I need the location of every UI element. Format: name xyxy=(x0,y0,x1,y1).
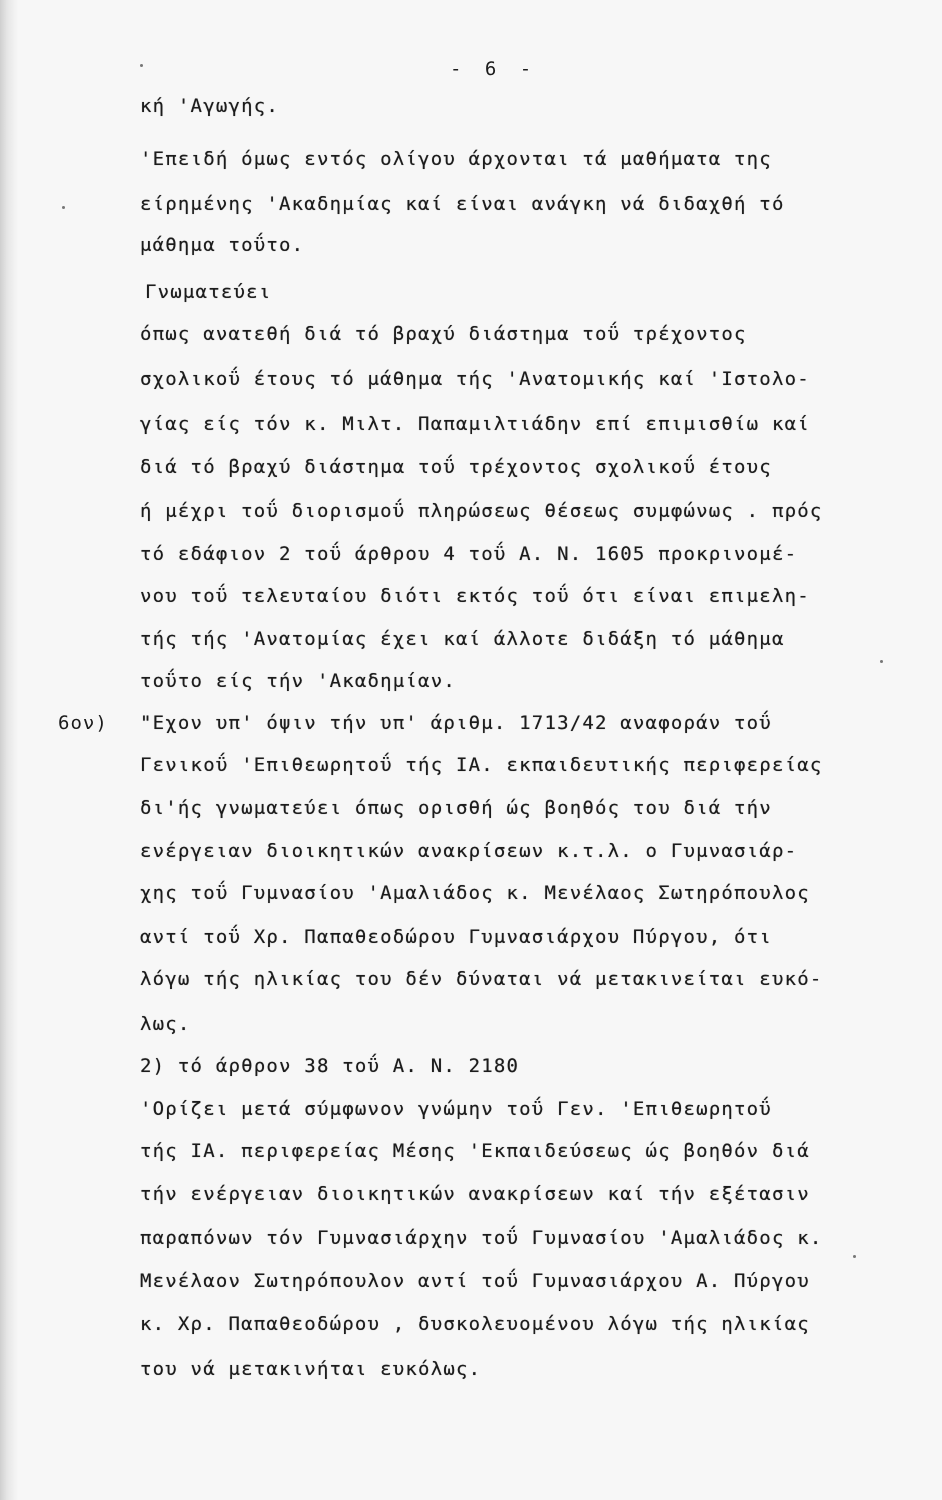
text-line: νου τοΰ τελευταίου διότι εκτός τοΰ ότι είναι επιμελη- xyxy=(140,585,810,607)
text-line: γίας είς τόν κ. Μιλτ. Παπαμιλτιάδην επί επιμισθίω καί xyxy=(140,413,810,435)
text-line: είρημένης 'Ακαδημίας καί είναι ανάγκη νά διδαχθή τό xyxy=(140,193,785,215)
text-line: τό εδάφιον 2 τοΰ άρθρου 4 τοΰ Α. Ν. 1605 προκρινομέ- xyxy=(140,543,798,565)
text-line: παραπόνων τόν Γυμνασιάρχην τοΰ Γυμνασίου 'Αμαλιάδος κ. xyxy=(140,1227,823,1249)
text-line: διά τό βραχύ διάστημα τοΰ τρέχοντος σχολικοΰ έτους xyxy=(140,456,772,478)
text-line: Γενικοΰ 'Επιθεωρητοΰ τής ΙΑ. εκπαιδευτικής περιφερείας xyxy=(140,754,823,776)
text-line: 'Ορίζει μετά σύμφωνον γνώμην τοΰ Γεν. 'Επιθεωρητοΰ xyxy=(140,1098,772,1120)
text-line: δι'ής γνωματεύει όπως ορισθή ώς βοηθός του διά τήν xyxy=(140,797,772,819)
text-line: του νά μετακινήται ευκόλως. xyxy=(140,1358,482,1380)
text-line: κή 'Αγωγής. xyxy=(140,95,280,117)
text-line: "Εχον υπ' όψιν τήν υπ' άριθμ. 1713/42 αναφοράν τοΰ xyxy=(140,712,772,734)
text-line: χης τοΰ Γυμνασίου 'Αμαλιάδος κ. Μενέλαος Σωτηρόπουλος xyxy=(140,882,810,904)
text-line: τής ΙΑ. περιφερείας Μέσης 'Εκπαιδεύσεως ώς βοηθόν διά xyxy=(140,1140,810,1162)
text-line: όπως ανατεθή διά τό βραχύ διάστημα τοΰ τρέχοντος xyxy=(140,323,747,345)
text-line: αντί τοΰ Χρ. Παπαθεοδώρου Γυμνασιάρχου Πύργου, ότι xyxy=(140,926,772,948)
scan-speck xyxy=(140,64,143,67)
text-line: λως. xyxy=(140,1013,191,1035)
text-line: 'Επειδή όμως εντός ολίγου άρχονται τά μαθήματα της xyxy=(140,148,772,170)
text-line: μάθημα τοΰτο. xyxy=(140,234,305,256)
scan-speck xyxy=(853,1255,856,1258)
text-line: σχολικοΰ έτους τό μάθημα τής 'Ανατομικής καί 'Ιστολο- xyxy=(140,368,810,390)
scan-speck xyxy=(880,660,883,663)
text-line: τήν ενέργειαν διοικητικών ανακρίσεων καί τήν εξέτασιν xyxy=(140,1183,810,1205)
text-line: ενέργειαν διοικητικών ανακρίσεων κ.τ.λ. ο Γυμνασιάρ- xyxy=(140,840,798,862)
binding-shadow xyxy=(0,0,18,1500)
scan-speck xyxy=(62,206,65,209)
section-number: 6ον) xyxy=(58,712,108,734)
text-line: Γνωματεύει xyxy=(145,281,272,303)
text-line: τής τής 'Ανατομίας έχει καί άλλοτε διδάξη τό μάθημα xyxy=(140,628,785,650)
text-line: ή μέχρι τοΰ διορισμοΰ πληρώσεως θέσεως συμφώνως . πρός xyxy=(140,500,823,522)
text-line: Μενέλαον Σωτηρόπουλον αντί τοΰ Γυμνασιάρχου Α. Πύργου xyxy=(140,1270,810,1292)
text-line: λόγω τής ηλικίας του δέν δύναται νά μετακινείται ευκό- xyxy=(140,968,823,990)
text-line: τοΰτο είς τήν 'Ακαδημίαν. xyxy=(140,670,456,692)
page-number: - 6 - xyxy=(450,58,538,80)
text-line: κ. Χρ. Παπαθεοδώρου , δυσκολευομένου λόγω τής ηλικίας xyxy=(140,1313,810,1335)
text-line: 2) τό άρθρον 38 τοΰ Α. Ν. 2180 xyxy=(140,1055,520,1077)
